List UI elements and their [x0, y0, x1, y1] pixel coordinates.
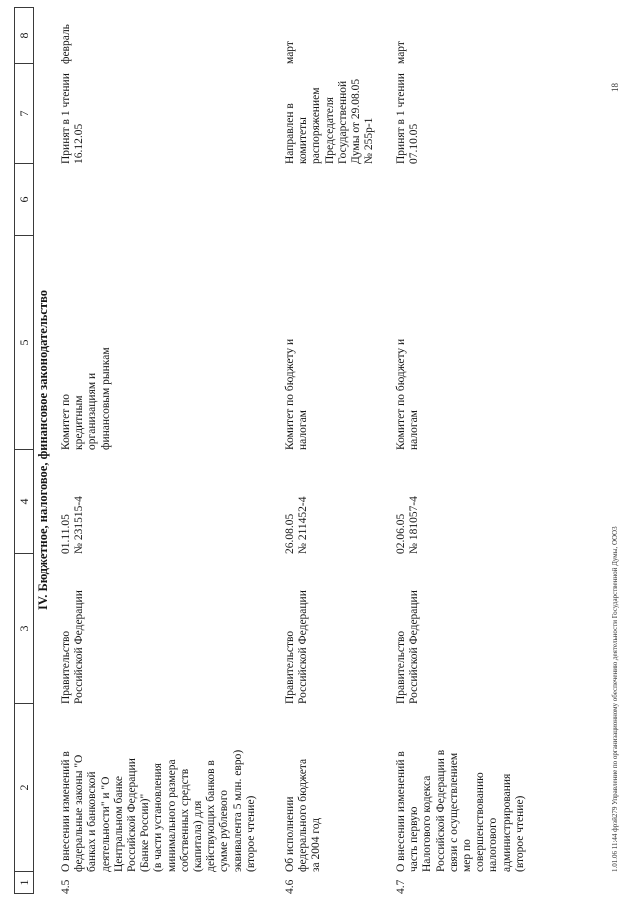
committee: Комитет по бюджету и налогам — [284, 338, 310, 450]
section-title: IV. Бюджетное, налоговое, финансовое законодательство — [36, 289, 50, 611]
planned-month: март — [395, 41, 407, 64]
page-footer: 1.01.06 11:44 фрзй279 Управление по организационному обеспечению деятельности Государственной Думы, ООО3 — [611, 526, 619, 872]
registration: 26.08.05 № 211452-4 — [284, 496, 310, 554]
column-header-6: 6 — [15, 164, 33, 236]
bill-title: О внесении изменений в федеральные законы "О банках и банковской деятельности" и "О Центральном банке Российской Федерации (Банке России)" (в части установления минимального размера собственных средств (капитала) для действующих банков в сумме рублевого эквивалента 5 млн. евро) (второе чтение) — [60, 749, 257, 872]
committee: Комитет по кредитным организациям и финансовым рынкам — [60, 347, 112, 450]
bill-status: Принят в 1 чтении 07.10.05 — [395, 73, 421, 164]
initiator: Правительство Российской Федерации — [395, 590, 421, 704]
row-number: 4.7 — [395, 879, 407, 894]
initiator: Правительство Российской Федерации — [60, 590, 86, 704]
planned-month: март — [284, 41, 296, 64]
column-header-row — [14, 7, 34, 894]
committee: Комитет по бюджету и налогам — [395, 338, 421, 450]
bill-title: О внесении изменений в часть первую Налогового кодекса Российской Федерации в связи с осуществлением мер по совершенствованию налогового администрирования (второе чтение) — [395, 749, 526, 872]
column-header-8: 8 — [15, 7, 33, 64]
column-header-7: 7 — [15, 64, 33, 164]
row-number: 4.5 — [60, 879, 72, 894]
registration: 02.06.05 № 181057-4 — [395, 496, 421, 554]
initiator: Правительство Российской Федерации — [284, 590, 310, 704]
page-number: 18 — [610, 83, 620, 92]
column-header-4: 4 — [15, 450, 33, 554]
registration: 01.11.05 № 231515-4 — [60, 496, 86, 554]
bill-status: Направлен в комитеты распоряжением Председателя Государственной Думы от 29.08.05 № 255р-1 — [284, 78, 376, 164]
column-header-1: 1 — [15, 872, 33, 894]
column-header-3: 3 — [15, 554, 33, 704]
row-number: 4.6 — [284, 879, 296, 894]
planned-month: февраль — [60, 24, 72, 64]
bill-title: Об исполнении федерального бюджета за 2004 год — [284, 758, 323, 872]
column-header-5: 5 — [15, 236, 33, 450]
column-header-2: 2 — [15, 704, 33, 872]
bill-status: Принят в 1 чтении 16.12.05 — [60, 73, 86, 164]
